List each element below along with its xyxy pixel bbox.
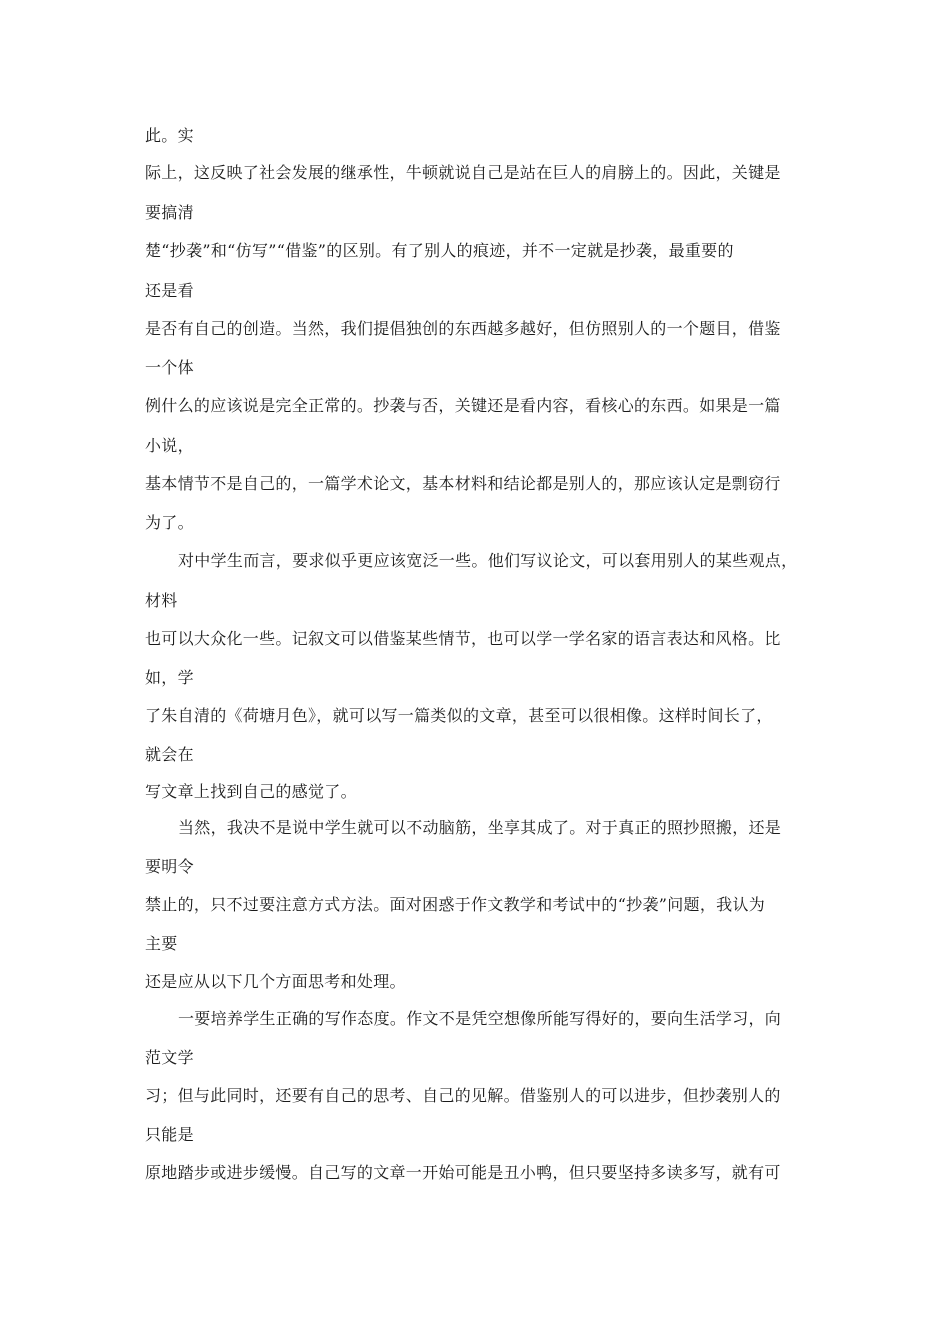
text-line: 是否有自己的创造。当然，我们提倡独创的东西越多越好，但仿照别人的一个题目，借鉴 bbox=[145, 319, 781, 338]
text-line: 际上，这反映了社会发展的继承性，牛顿就说自己是站在巨人的肩膀上的。因此，关键是 bbox=[145, 163, 781, 182]
text-line: 禁止的，只不过要注意方式方法。面对困惑于作文教学和考试中的“抄袭”问题，我认为 bbox=[145, 895, 766, 914]
text-line: 只能是 bbox=[145, 1125, 194, 1144]
text-line: 习；但与此同时，还要有自己的思考、自己的见解。借鉴别人的可以进步，但抄袭别人的 bbox=[145, 1086, 781, 1105]
text-line: 例什么的应该说是完全正常的。抄袭与否，关键还是看内容，看核心的东西。如果是一篇 bbox=[145, 396, 781, 415]
paragraph-first-line: 当然，我决不是说中学生就可以不动脑筋，坐享其成了。对于真正的照抄照搬，还是 bbox=[178, 818, 782, 837]
text-line: 为了。 bbox=[145, 513, 194, 532]
text-line: 写文章上找到自己的感觉了。 bbox=[145, 782, 357, 801]
text-line: 小说， bbox=[145, 436, 194, 455]
text-line: 还是看 bbox=[145, 281, 194, 300]
text-line: 楚“抄袭”和“仿写”“借鉴”的区别。有了别人的痕迹，并不一定就是抄袭，最重要的 bbox=[145, 241, 734, 260]
text-line: 如，学 bbox=[145, 668, 194, 687]
text-line: 基本情节不是自己的，一篇学术论文，基本材料和结论都是别人的，那应该认定是剽窃行 bbox=[145, 474, 781, 493]
text-line: 原地踏步或进步缓慢。自己写的文章一开始可能是丑小鸭，但只要坚持多读多写，就有可 bbox=[145, 1163, 781, 1182]
text-line: 还是应从以下几个方面思考和处理。 bbox=[145, 972, 406, 991]
text-line: 主要 bbox=[145, 934, 178, 953]
paragraph-first-line: 对中学生而言，要求似乎更应该宽泛一些。他们写议论文，可以套用别人的某些观点， bbox=[178, 551, 798, 570]
text-line: 此。实 bbox=[145, 126, 194, 145]
text-line: 也可以大众化一些。记叙文可以借鉴某些情节，也可以学一学名家的语言表达和风格。比 bbox=[145, 629, 781, 648]
text-line: 材料 bbox=[145, 591, 178, 610]
text-line: 要明令 bbox=[145, 857, 194, 876]
text-line: 要搞清 bbox=[145, 203, 194, 222]
text-line: 就会在 bbox=[145, 745, 194, 764]
text-line: 一个体 bbox=[145, 358, 194, 377]
text-line: 范文学 bbox=[145, 1048, 194, 1067]
paragraph-first-line: 一要培养学生正确的写作态度。作文不是凭空想像所能写得好的，要向生活学习，向 bbox=[178, 1009, 782, 1028]
text-line: 了朱自清的《荷塘月色》，就可以写一篇类似的文章，甚至可以很相像。这样时间长了， bbox=[145, 706, 773, 725]
